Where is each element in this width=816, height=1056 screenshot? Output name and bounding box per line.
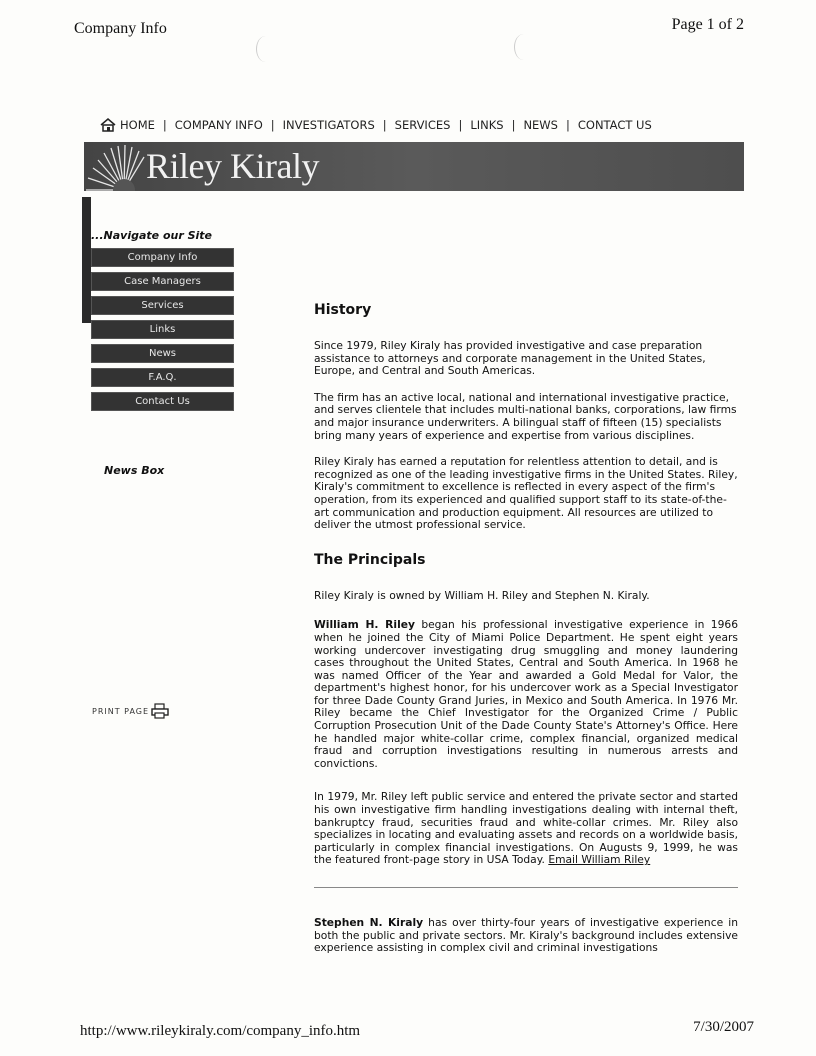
nav-separator: |	[382, 118, 387, 132]
kiraly-bio-text: has over thirty-four years of investigative experience in both the public and private sectors. Mr. Kiraly's background includes extensive experience assisting in complex civil and criminal investigations	[314, 916, 738, 955]
principals-intro: Riley Kiraly is owned by William H. Riley and Stephen N. Kiraly.	[314, 588, 650, 602]
print-page-label: PRINT PAGE	[92, 706, 150, 716]
sidebar-item-faq[interactable]: F.A.Q.	[91, 368, 234, 387]
kiraly-name: Stephen N. Kiraly	[314, 916, 424, 929]
sidebar-item-company-info[interactable]: Company Info	[91, 248, 234, 267]
nav-separator: |	[565, 118, 570, 132]
history-paragraph: The firm has an active local, national and international investigative practice, and serves clientele that includes multi-national banks, corporations, law firms and major insurance underwriters. A bilingual staff of fifteen (15) specialists bring many years of experience and expertise from various disciplines.	[314, 390, 737, 442]
sidebar-title: ...Navigate our Site	[91, 229, 213, 242]
main-content	[314, 302, 738, 969]
top-nav-investigators[interactable]: INVESTIGATORS	[282, 118, 375, 132]
scan-artifact	[514, 34, 533, 60]
email-william-riley-link[interactable]: Email William Riley	[548, 853, 651, 867]
sidebar-item-news[interactable]: News	[91, 344, 234, 363]
history-paragraph: Riley Kiraly has earned a reputation for relentless attention to detail, and is recognized as one of the leading investigative firms in the United States. Riley, Kiraly's commitment to excellence is reflected in every aspect of the firm's operation, from its experienced and qualified support staff to its state-of-the-art communication and production equipment. All resources are utilized to deliver the utmost professional service.	[314, 455, 738, 532]
sidebar-item-case-managers[interactable]: Case Managers	[91, 272, 234, 291]
top-nav-company-info[interactable]: COMPANY INFO	[174, 118, 263, 132]
principals-heading: The Principals	[314, 551, 426, 568]
top-nav-services[interactable]: SERVICES	[394, 118, 451, 132]
scan-artifact	[256, 36, 275, 62]
nav-separator: |	[162, 118, 167, 132]
print-page-button[interactable]	[92, 703, 169, 719]
nav-separator: |	[458, 118, 463, 132]
riley-bio-text: began his professional investigative experience in 1966 when he joined the City of Miami Police Department. He spent eight years working undercover investigating drug smuggling and money laundering cases throughout the United States, Central and South America. In 1968 he was named Officer of the Year and awarded a Gold Medal for Valor, the department's highest honor, for his undercover work as a Special Investigator for three Dade County Grand Juries, in Mexico and South America. In 1976 Mr. Riley became the Chief Investigator for the Organized Crime / Public Corruption Prosecution Unit of the Dade County State's Attorney's Office. Here he handled major white-collar crime, complex financial, organized medical fraud and corruption investigations resulting in numerous arrests and convictions.	[314, 618, 738, 770]
riley-name: William H. Riley	[314, 618, 415, 632]
nav-separator: |	[270, 118, 275, 132]
print-footer-url: http://www.rileykiraly.com/company_info.htm	[80, 1023, 361, 1039]
history-paragraph: Since 1979, Riley Kiraly has provided investigative and case preparation assistance to attorneys and corporate management in the United States, Europe, and Central and South Americas.	[314, 339, 706, 378]
sunburst-logo-icon	[84, 142, 146, 191]
sidebar-item-contact-us[interactable]: Contact Us	[91, 392, 234, 411]
banner-title: Riley Kiraly	[146, 146, 319, 186]
riley-bio-paragraph	[314, 619, 738, 770]
sidebar-menu	[91, 248, 234, 416]
sidebar-item-services[interactable]: Services	[91, 296, 234, 315]
top-nav-home[interactable]: HOME	[120, 118, 155, 132]
section-divider	[314, 887, 738, 888]
top-nav-news[interactable]: NEWS	[523, 118, 558, 132]
print-header-title: Company Info	[74, 20, 167, 37]
site-banner	[84, 142, 744, 191]
top-nav	[100, 118, 652, 132]
top-nav-contact-us[interactable]: CONTACT US	[577, 118, 652, 132]
print-header-page: Page 1 of 2	[671, 16, 744, 33]
news-box-title: News Box	[104, 464, 165, 477]
sidebar-accent-bar	[82, 197, 91, 323]
nav-separator: |	[511, 118, 516, 132]
print-footer-date: 7/30/2007	[693, 1019, 754, 1035]
riley-bio-paragraph	[314, 791, 738, 867]
history-heading: History	[314, 302, 372, 318]
riley-bio-text: In 1979, Mr. Riley left public service and entered the private sector and started his own investigative firm handling investigations dealing with internal theft, bankruptcy fraud, securities fraud and white-collar crimes. Mr. Riley also specializes in locating and evaluating assets and records on a worldwide basis, particularly in complex financial investigations. On Augusts 9, 1999, he was the featured front-page story in USA Today.	[314, 790, 738, 867]
top-nav-links[interactable]: LINKS	[470, 118, 504, 132]
printer-icon	[151, 703, 169, 719]
home-icon[interactable]	[100, 118, 116, 132]
kiraly-bio-paragraph	[314, 917, 738, 955]
sidebar-item-links[interactable]: Links	[91, 320, 234, 339]
